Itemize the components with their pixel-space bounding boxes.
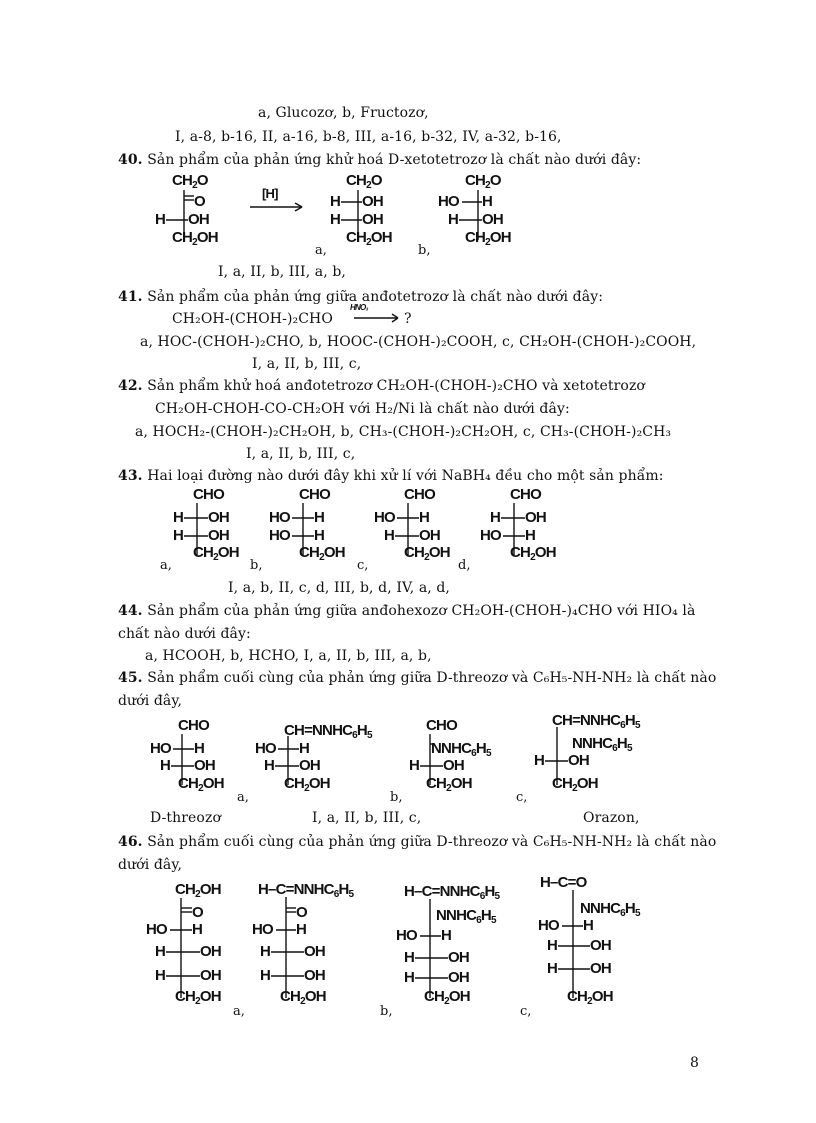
- question-text-cont: chất nào dưới đây:: [118, 626, 251, 642]
- reagent-hno3: HNO₃: [350, 303, 368, 312]
- formula-h: H: [583, 917, 594, 934]
- formula-ch2oh: $CH_2OH$: [424, 988, 470, 1007]
- question-44: [118, 603, 695, 619]
- page-number: 8: [690, 1055, 699, 1071]
- option-label-c: c,: [357, 558, 369, 573]
- formula-oh: OH: [299, 757, 320, 774]
- question-text: Sản phẩm cuối cùng của phản ứng giữa D-threozơ và C₆H₅-NH-NH₂ là chất nào: [142, 834, 717, 850]
- formula-ho: HO: [480, 527, 501, 544]
- option-label-a: a,: [237, 790, 249, 805]
- formula-oh: OH: [188, 211, 209, 228]
- question-mark: ?: [404, 311, 412, 327]
- answer-choices: I, a, b, II, c, d, III, b, d, IV, a, d,: [228, 580, 450, 596]
- question-number: 45.: [118, 670, 143, 686]
- text-line: I, a-8, b-16, II, a-16, b-8, III, a-16, b-32, IV, a-32, b-16,: [175, 129, 562, 145]
- formula-o: O: [194, 193, 205, 210]
- question-number: 41.: [118, 289, 143, 305]
- formula-ho: HO: [269, 527, 290, 544]
- question-text: Hai loại đường nào dưới đây khi xử lí với NaBH₄ đều cho một sản phẩm:: [142, 468, 664, 484]
- formula-cho: CHO: [404, 486, 435, 503]
- formula-ho: HO: [255, 740, 276, 757]
- formula-ch2oh: $CH_2OH$: [172, 229, 218, 248]
- text-line: a, Glucozơ, b, Fructozơ,: [258, 105, 429, 121]
- formula-h: H: [299, 740, 310, 757]
- option-label-b: b,: [380, 1004, 393, 1019]
- formula-ch2oh: $CH_2OH$: [280, 988, 326, 1007]
- formula-ch2oh: $CH_2OH$: [346, 229, 392, 248]
- option-label-c: c,: [516, 790, 528, 805]
- caption-osazone: Orazon,: [583, 810, 640, 826]
- formula-h: H: [160, 757, 171, 774]
- formula-ho: HO: [146, 921, 167, 938]
- formula-h: H: [173, 527, 184, 544]
- formula-ho: HO: [396, 927, 417, 944]
- formula-ch2oh: $CH_2OH$: [426, 775, 472, 794]
- question-text-cont: dưới đây,: [118, 857, 183, 873]
- question-43: [118, 468, 664, 484]
- formula-oh: OH: [590, 960, 611, 977]
- formula-ch2oh: $CH_2OH$: [284, 775, 330, 794]
- formula-o: O: [192, 904, 203, 921]
- option-label-a: a,: [160, 558, 172, 573]
- formula-hydrazone: $CH=NNHC_6H_5$: [552, 712, 640, 731]
- formula-oh: OH: [208, 527, 229, 544]
- question-text: Sản phẩm của phản ứng giữa anđohexozơ CH₂OH-(CHOH-)₄CHO với HIO₄ là: [142, 603, 696, 619]
- formula-ch2oh: $CH_2OH$: [299, 544, 345, 563]
- formula-nnhc6h5: $NNHC_6H_5$: [580, 900, 640, 919]
- formula-ch2oh: $CH_2OH$: [465, 229, 511, 248]
- formula-h: H: [441, 927, 452, 944]
- question-number: 43.: [118, 468, 143, 484]
- formula-oh: OH: [448, 949, 469, 966]
- formula-hydrazone: $CH=NNHC_6H_5$: [284, 722, 372, 741]
- formula-oh: OH: [362, 211, 383, 228]
- formula-oh: OH: [200, 967, 221, 984]
- formula-cho: CHO: [193, 486, 224, 503]
- formula-ch2oh: $CH_2OH$: [567, 988, 613, 1007]
- formula-h: H: [384, 527, 395, 544]
- formula-h: H: [490, 509, 501, 526]
- formula-h: H: [404, 949, 415, 966]
- formula-h: H: [409, 757, 420, 774]
- formula-nnhc6h5: $NNHC_6H_5$: [431, 740, 491, 759]
- formula-h: H: [419, 509, 430, 526]
- formula-h: H: [155, 943, 166, 960]
- question-46: [118, 834, 716, 850]
- formula-ch2o: $CH_2O$: [465, 172, 501, 191]
- formula-ch2oh: $CH_2OH$: [175, 881, 221, 900]
- formula-h: H: [534, 752, 545, 769]
- formula-ho: HO: [374, 509, 395, 526]
- formula-h: H: [525, 527, 536, 544]
- formula-line: CH₂OH-(CHOH-)₂CHO: [172, 311, 333, 327]
- formula-nnhc6h5: $NNHC_6H_5$: [572, 735, 632, 754]
- formula-h: H: [547, 960, 558, 977]
- formula-ch2oh: $CH_2OH$: [552, 775, 598, 794]
- formula-ch2oh: $CH_2OH$: [178, 775, 224, 794]
- formula-cho: CHO: [299, 486, 330, 503]
- formula-h: H: [547, 937, 558, 954]
- question-text-cont: CH₂OH-CHOH-CO-CH₂OH với H₂/Ni là chất nào dưới đây:: [155, 401, 570, 417]
- formula-o: O: [296, 904, 307, 921]
- question-text-cont: dưới đây,: [118, 693, 183, 709]
- question-text: Sản phẩm cuối cùng của phản ứng giữa D-threozơ và C₆H₅-NH-NH₂ là chất nào: [142, 670, 717, 686]
- formula-oh: OH: [194, 757, 215, 774]
- formula-h: H: [173, 509, 184, 526]
- formula-nnhc6h5: $NNHC_6H_5$: [436, 907, 496, 926]
- answer-choices: I, a, II, b, III, c,: [252, 356, 362, 372]
- question-number: 46.: [118, 834, 143, 850]
- formula-oh: OH: [208, 509, 229, 526]
- option-label-b: b,: [418, 243, 431, 258]
- formula-h: H: [192, 921, 203, 938]
- formula-ch2oh: $CH_2OH$: [510, 544, 556, 563]
- formula-ch2o: $CH_2O$: [346, 172, 382, 191]
- formula-h: H: [155, 211, 166, 228]
- formula-oh: OH: [482, 211, 503, 228]
- formula-h: H: [404, 969, 415, 986]
- options-line: a, HOCH₂-(CHOH-)₂CH₂OH, b, CH₃-(CHOH-)₂CH₂OH, c, CH₃-(CHOH-)₂CH₃: [135, 424, 672, 440]
- answer-choices: I, a, II, b, III, c,: [246, 446, 356, 462]
- formula-ch2oh: $CH_2OH$: [175, 988, 221, 1007]
- formula-cho: CHO: [426, 717, 457, 734]
- formula-ho: HO: [269, 509, 290, 526]
- formula-ch2oh: $CH_2OH$: [404, 544, 450, 563]
- formula-h: H: [314, 527, 325, 544]
- formula-h: H: [260, 967, 271, 984]
- formula-oh: OH: [304, 943, 325, 960]
- formula-ho: HO: [252, 921, 273, 938]
- formula-h: H: [314, 509, 325, 526]
- formula-ch2oh: $CH_2OH$: [193, 544, 239, 563]
- formula-oh: OH: [419, 527, 440, 544]
- option-label-d: d,: [458, 558, 471, 573]
- option-label-b: b,: [250, 558, 263, 573]
- formula-h: H: [296, 921, 307, 938]
- option-label-c: c,: [520, 1004, 532, 1019]
- formula-ho: HO: [438, 193, 459, 210]
- formula-ch2o: $CH_2O$: [172, 172, 208, 191]
- formula-oh: OH: [448, 969, 469, 986]
- formula-oh: OH: [443, 757, 464, 774]
- formula-oh: OH: [362, 193, 383, 210]
- formula-h: H: [194, 740, 205, 757]
- option-label-b: b,: [390, 790, 403, 805]
- formula-h-c-hydrazone: $H-C=NNHC_6H_5$: [404, 883, 500, 902]
- formula-oh: OH: [568, 752, 589, 769]
- reagent-h: [H]: [262, 186, 278, 201]
- question-text: Sản phẩm của phản ứng khử hoá D-xetotetrozơ là chất nào dưới đây:: [142, 152, 642, 168]
- formula-h: H: [330, 211, 341, 228]
- question-42: [118, 378, 645, 394]
- question-text: Sản phẩm của phản ứng giữa anđotetrozơ là chất nào dưới đây:: [142, 289, 604, 305]
- formula-oh: OH: [590, 937, 611, 954]
- question-text: Sản phẩm khử hoá anđotetrozơ CH₂OH-(CHOH-)₂CHO và xetotetrozơ: [142, 378, 645, 394]
- question-number: 42.: [118, 378, 143, 394]
- formula-h: H: [155, 967, 166, 984]
- formula-h-c-hydrazone: $H-C=NNHC_6H_5$: [258, 881, 354, 900]
- formula-oh: OH: [525, 509, 546, 526]
- formula-h: H: [448, 211, 459, 228]
- question-40: [118, 152, 641, 168]
- options-line: a, HCOOH, b, HCHO, I, a, II, b, III, a, b,: [145, 648, 432, 664]
- option-label-a: a,: [315, 243, 327, 258]
- formula-oh: OH: [200, 943, 221, 960]
- formula-h: H: [330, 193, 341, 210]
- formula-ho: HO: [538, 917, 559, 934]
- formula-h-c-o: H–C=O: [540, 874, 587, 891]
- formula-h: H: [482, 193, 493, 210]
- question-number: 44.: [118, 603, 143, 619]
- formula-h: H: [260, 943, 271, 960]
- question-45: [118, 670, 716, 686]
- formula-ho: HO: [150, 740, 171, 757]
- options-line: a, HOC-(CHOH-)₂CHO, b, HOOC-(CHOH-)₂COOH, c, CH₂OH-(CHOH-)₂COOH,: [140, 334, 697, 350]
- caption-threose: D-threozơ: [150, 810, 221, 826]
- formula-cho: CHO: [510, 486, 541, 503]
- formula-h: H: [264, 757, 275, 774]
- option-label-a: a,: [233, 1004, 245, 1019]
- formula-oh: OH: [304, 967, 325, 984]
- formula-cho: CHO: [178, 717, 209, 734]
- question-number: 40.: [118, 152, 143, 168]
- answer-choices: I, a, II, b, III, a, b,: [218, 264, 346, 280]
- answer-choices: I, a, II, b, III, c,: [312, 810, 422, 826]
